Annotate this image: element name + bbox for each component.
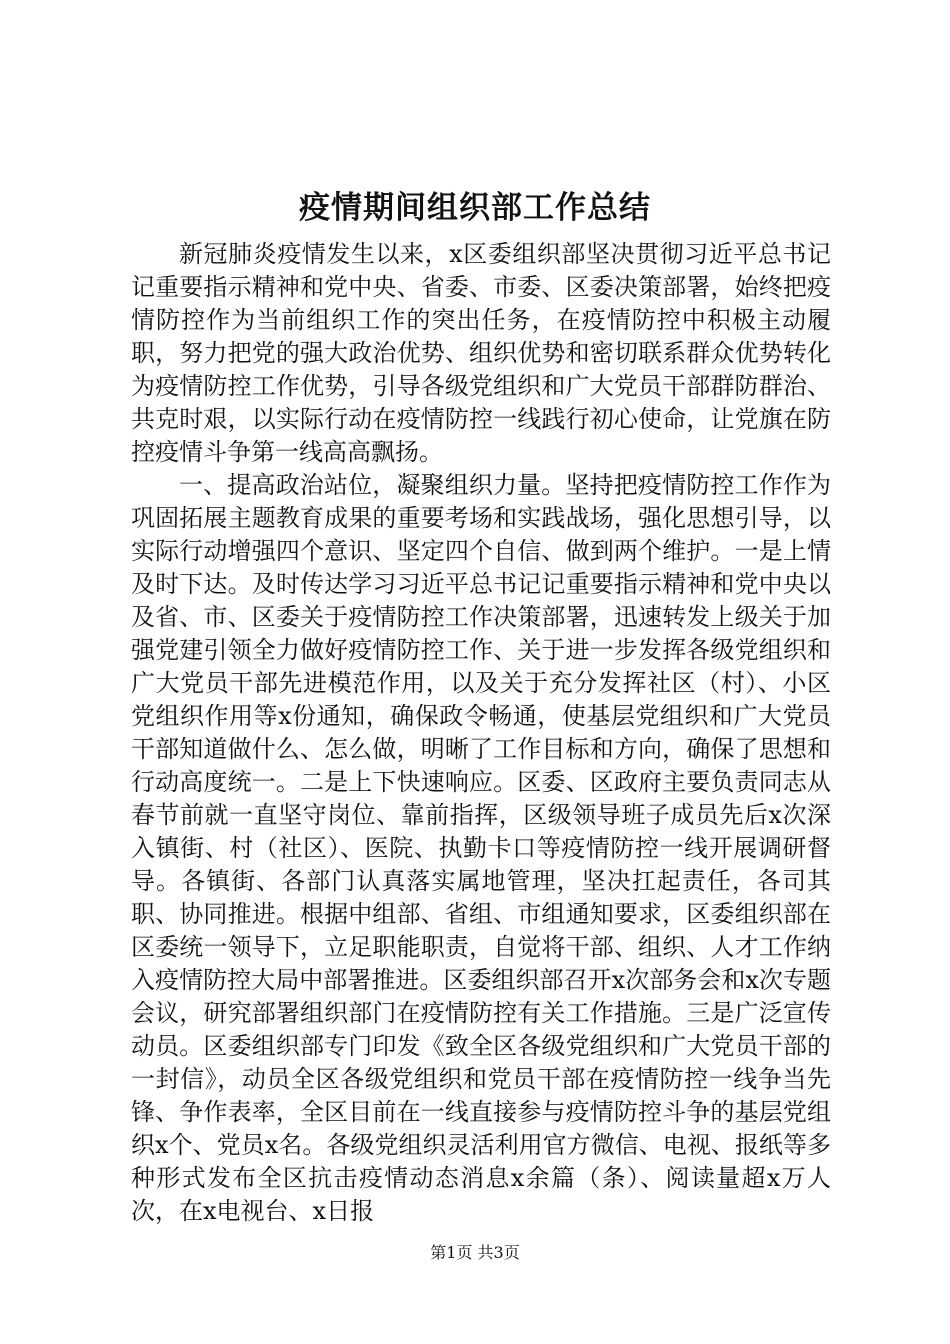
document-body [131,238,831,1228]
document-title: 疫情期间组织部工作总结 [299,190,651,226]
page-number-footer: 第1页 共3页 [430,1243,520,1262]
paragraph-intro: 新冠肺炎疫情发生以来，x区委组织部坚决贯彻习近平总书记记重要指示精神和党中央、省委、市委、区委决策部署，始终把疫情防控作为当前组织工作的突出任务，在疫情防控中积极主动履职，努力把党的强大政治优势、组织优势和密切联系群众优势转化为疫情防控工作优势，引导各级党组织和广大党员干部群防群治、共克时艰，以实际行动在疫情防控一线践行初心使命，让党旗在防控疫情斗争第一线高高飘扬。 [131,240,831,466]
paragraph-section-one: 一、提高政治站位，凝聚组织力量。坚持把疫情防控工作作为巩固拓展主题教育成果的重要考场和实践战场，强化思想引导，以实际行动增强四个意识、坚定四个自信、做到两个维护。一是上情及时下达。及时传达学习习近平总书记记重要指示精神和党中央以及省、市、区委关于疫情防控工作决策部署，迅速转发上级关于加强党建引领全力做好疫情防控工作、关于进一步发挥各级党组织和广大党员干部先进模范作用，以及关于充分发挥社区（村）、小区党组织作用等x份通知，确保政令畅通，使基层党组织和广大党员干部知道做什么、怎么做，明晰了工作目标和方向，确保了思想和行动高度统一。二是上下快速响应。区委、区政府主要负责同志从春节前就一直坚守岗位、靠前指挥，区级领导班子成员先后x次深入镇街、村（社区）、医院、执勤卡口等疫情防控一线开展调研督导。各镇街、各部门认真落实属地管理，坚决扛起责任，各司其职、协同推进。根据中组部、省组、市组通知要求，区委组织部在区委统一领导下，立足职能职责，自觉将干部、组织、人才工作纳入疫情防控大局中部署推进。区委组织部召开x次部务会和x次专题会议，研究部署组织部门在疫情防控有关工作措施。三是广泛宣传动员。区委组织部专门印发《致全区各级党组织和广大党员干部的一封信》，动员全区各级党组织和党员干部在疫情防控一线争当先锋、争作表率，全区目前在一线直接参与疫情防控斗争的基层党组织x个、党员x名。各级党组织灵活利用官方微信、电视、报纸等多种形式发布全区抗击疫情动态消息x余篇（条）、阅读量超x万人次，在x电视台、x日报 [131,471,831,1225]
